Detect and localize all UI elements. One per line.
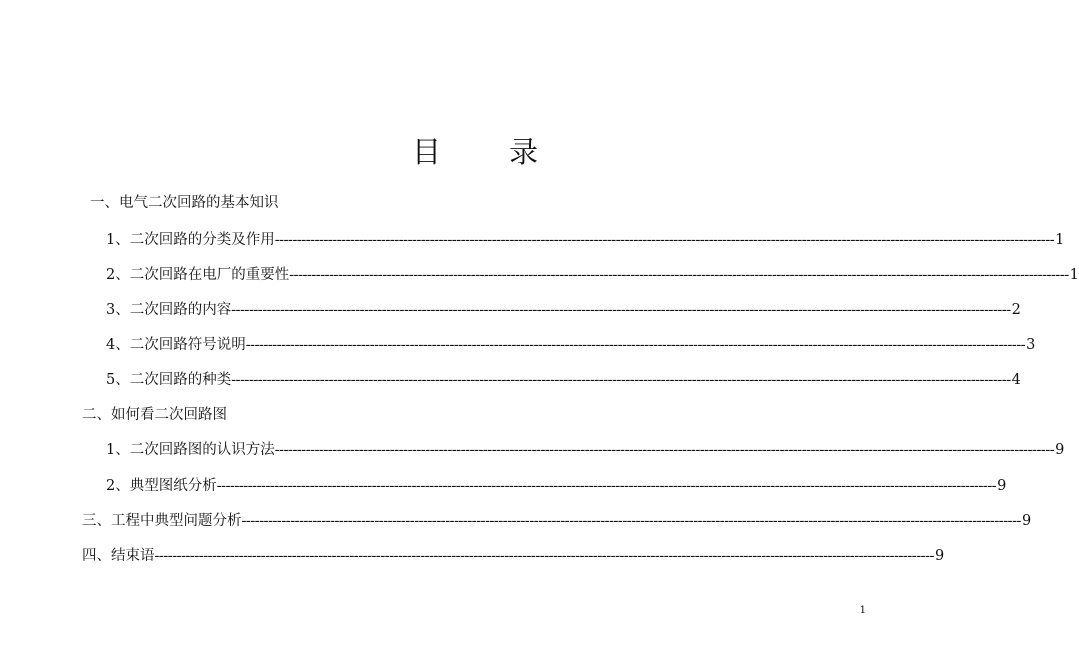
toc-entry-number: 2、 bbox=[106, 267, 130, 283]
toc-entry-page: 9 bbox=[1021, 513, 1032, 529]
dot-leader: -------------------------------------------------------------------------------------------------------------------------------------------------------------------------------- bbox=[241, 513, 1021, 529]
dot-leader: -------------------------------------------------------------------------------------------------------------------------------------------------------------------------------- bbox=[245, 337, 1026, 353]
toc-entry-page: 9 bbox=[1055, 442, 1065, 458]
toc-title-right: 录 bbox=[509, 135, 539, 169]
toc-entry-page: 9 bbox=[997, 478, 1007, 494]
toc-entry-text: 二次回路的种类 bbox=[129, 372, 232, 388]
toc-section-label: 四、结束语 bbox=[82, 548, 155, 564]
toc-entry-page: 4 bbox=[1011, 372, 1021, 388]
toc-entry-number: 4、 bbox=[106, 337, 130, 353]
dot-leader: -------------------------------------------------------------------------------------------------------------------------------------------------------------------------------- bbox=[216, 478, 997, 494]
toc-entry[interactable] bbox=[106, 334, 1036, 356]
dot-leader: -------------------------------------------------------------------------------------------------------------------------------------------------------------------------------- bbox=[231, 372, 1011, 388]
toc-entry-number: 5、 bbox=[106, 372, 130, 388]
toc-entry-page: 3 bbox=[1026, 337, 1036, 353]
toc-entry-number: 1、 bbox=[106, 442, 130, 458]
dot-leader: -------------------------------------------------------------------------------------------------------------------------------------------------------------------------------- bbox=[154, 548, 934, 564]
toc-section-label: 二、如何看二次回路图 bbox=[82, 407, 227, 423]
toc-section-4[interactable] bbox=[82, 545, 945, 567]
toc-entry-text: 二次回路的内容 bbox=[129, 302, 232, 318]
toc-entry[interactable] bbox=[106, 229, 1065, 251]
dot-leader: -------------------------------------------------------------------------------------------------------------------------------------------------------------------------------- bbox=[274, 232, 1055, 248]
toc-section-2[interactable] bbox=[82, 404, 772, 426]
toc-section-1[interactable] bbox=[90, 192, 780, 214]
toc-entry[interactable] bbox=[106, 439, 1065, 461]
toc-entry-number: 3、 bbox=[106, 302, 130, 318]
dot-leader: -------------------------------------------------------------------------------------------------------------------------------------------------------------------------------- bbox=[231, 302, 1011, 318]
toc-entry-page: 2 bbox=[1011, 302, 1021, 318]
toc-entry-text: 二次回路图的认识方法 bbox=[129, 442, 275, 458]
toc-entry[interactable] bbox=[106, 299, 1021, 321]
toc-entry[interactable] bbox=[106, 369, 1021, 391]
toc-entry-text: 二次回路符号说明 bbox=[129, 337, 246, 353]
toc-entry-page: 1 bbox=[1069, 267, 1079, 283]
page-number: 1 bbox=[859, 605, 866, 616]
toc-entry[interactable] bbox=[106, 264, 1079, 286]
dot-leader: -------------------------------------------------------------------------------------------------------------------------------------------------------------------------------- bbox=[274, 442, 1055, 458]
toc-entry-text: 典型图纸分析 bbox=[129, 478, 217, 494]
toc-section-label: 一、电气二次回路的基本知识 bbox=[90, 195, 279, 211]
toc-entry-page: 9 bbox=[934, 548, 945, 564]
toc-entry-number: 1、 bbox=[106, 232, 130, 248]
toc-entry-text: 二次回路的分类及作用 bbox=[129, 232, 275, 248]
toc-entry[interactable] bbox=[106, 475, 1007, 497]
toc-section-3[interactable] bbox=[82, 510, 1032, 532]
toc-entry-number: 2、 bbox=[106, 478, 130, 494]
dot-leader: -------------------------------------------------------------------------------------------------------------------------------------------------------------------------------- bbox=[289, 267, 1069, 283]
toc-entry-page: 1 bbox=[1055, 232, 1065, 248]
toc-section-label: 三、工程中典型问题分析 bbox=[82, 513, 242, 529]
toc-entry-text: 二次回路在电厂的重要性 bbox=[129, 267, 290, 283]
toc-title bbox=[0, 130, 950, 171]
toc-title-left: 目 bbox=[411, 135, 441, 169]
